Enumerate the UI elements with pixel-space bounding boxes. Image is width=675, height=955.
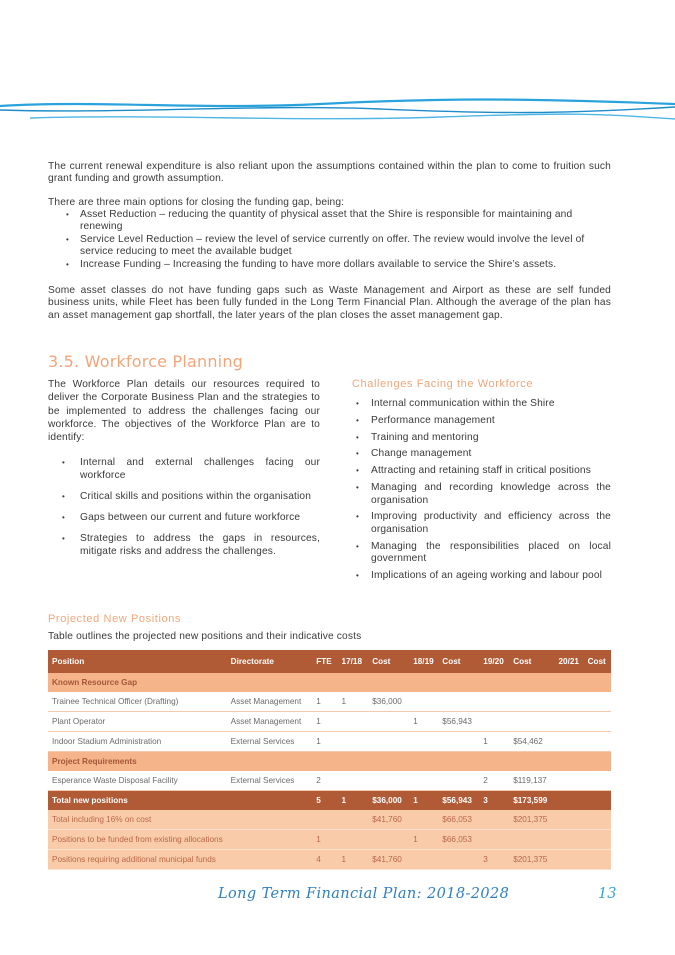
table-cell	[227, 850, 313, 870]
table-row	[48, 732, 611, 752]
table-cell	[409, 771, 438, 791]
table-cell: 3	[479, 791, 509, 811]
table-row	[48, 771, 611, 791]
positions-heading: Projected New Positions	[48, 613, 182, 625]
table-cell: 1	[338, 791, 369, 811]
table-cell	[479, 692, 509, 712]
table-cell	[438, 692, 479, 712]
challenges-list	[352, 398, 611, 587]
footer-title: Long Term Financial Plan: 2018-2028	[218, 886, 510, 902]
column-header: Directorate	[227, 650, 313, 673]
workforce-plan-paragraph: The Workforce Plan details our resources required to deliver the Corporate Business Plan and the strategies to be implemented to address the challenges facing our workforce. The objectives of the Workforce Plan are to identify:	[48, 379, 320, 444]
table-cell	[555, 850, 584, 870]
table-cell: 4	[312, 850, 337, 870]
table-cell	[555, 771, 584, 791]
list-item: • Managing and recording knowledge across the organisation	[352, 482, 611, 507]
list-item: • Internal and external challenges facing our workforce	[62, 456, 320, 482]
table-cell: $36,000	[368, 791, 409, 811]
challenges-heading: Challenges Facing the Workforce	[352, 378, 534, 390]
list-item: • Internal communication within the Shire	[352, 398, 611, 411]
table-cell: $119,137	[509, 771, 554, 791]
column-header: Cost	[509, 650, 554, 673]
column-header: Cost	[368, 650, 409, 673]
table-cell: 1	[312, 692, 337, 712]
table-row	[48, 810, 611, 830]
table-cell	[312, 810, 337, 830]
table-cell	[584, 810, 611, 830]
table-cell: Indoor Stadium Administration	[48, 732, 227, 752]
table-cell	[555, 732, 584, 752]
column-header: 19/20	[479, 650, 509, 673]
section-label: Known Resource Gap	[48, 673, 611, 692]
list-item: • Increase Funding – Increasing the funding to have more dollars available to service the Shire’s assets.	[62, 259, 611, 271]
table-cell	[368, 830, 409, 850]
objectives-list	[62, 456, 320, 566]
table-cell	[338, 810, 369, 830]
table-cell	[227, 810, 313, 830]
table-row	[48, 830, 611, 850]
table-cell: $173,599	[509, 791, 554, 811]
table-cell: 1	[409, 712, 438, 732]
table-cell	[584, 830, 611, 850]
table-cell: Positions to be funded from existing allocations	[48, 830, 227, 850]
list-item: • Gaps between our current and future workforce	[62, 511, 320, 524]
table-cell: Positions requiring additional municipal funds	[48, 850, 227, 870]
table-cell	[368, 771, 409, 791]
table-cell	[479, 830, 509, 850]
table-cell: 2	[479, 771, 509, 791]
table-cell	[409, 732, 438, 752]
table-cell: 3	[479, 850, 509, 870]
column-header: Cost	[584, 650, 611, 673]
table-cell: $66,053	[438, 810, 479, 830]
list-item: • Critical skills and positions within the organisation	[62, 490, 320, 503]
table-row	[48, 712, 611, 732]
table-cell	[584, 771, 611, 791]
table-cell	[584, 791, 611, 811]
list-item: • Performance management	[352, 415, 611, 428]
table-total-row	[48, 791, 611, 811]
table-cell: Total including 16% on cost	[48, 810, 227, 830]
section-label: Project Requirements	[48, 752, 611, 772]
table-cell	[338, 712, 369, 732]
table-cell: 5	[312, 791, 337, 811]
table-header-row	[48, 650, 611, 673]
table-cell	[555, 810, 584, 830]
table-cell	[409, 850, 438, 870]
column-header: 20/21	[555, 650, 584, 673]
table-cell: Trainee Technical Officer (Drafting)	[48, 692, 227, 712]
table-cell: $56,943	[438, 791, 479, 811]
column-header: 18/19	[409, 650, 438, 673]
table-cell	[438, 850, 479, 870]
section-heading: 3.5. Workforce Planning	[48, 352, 244, 371]
list-item: • Service Level Reduction – review the level of service currently on offer. The review would involve the level of service reducing to meet the available budget	[62, 234, 611, 259]
positions-table-intro: Table outlines the projected new positions and their indicative costs	[48, 631, 362, 642]
decorative-wave-divider	[0, 92, 675, 132]
table-cell: Asset Management	[227, 712, 313, 732]
table-cell: 1	[312, 712, 337, 732]
table-cell: 1	[312, 830, 337, 850]
table-cell	[227, 791, 313, 811]
list-item: • Implications of an ageing working and labour pool	[352, 570, 611, 583]
intro-paragraph-3: Some asset classes do not have funding gaps such as Waste Management and Airport as these are self funded business units, while Fleet has been fully funded in the Long Term Financial Plan. Although the average of the plan has an asset management gap shortfall, the later years of the plan closes the asset management gap.	[48, 285, 611, 321]
table-cell	[227, 830, 313, 850]
table-row	[48, 692, 611, 712]
table-cell: 1	[312, 732, 337, 752]
table-cell: 1	[409, 830, 438, 850]
table-cell	[555, 692, 584, 712]
positions-table	[48, 650, 611, 870]
table-cell: Esperance Waste Disposal Facility	[48, 771, 227, 791]
table-cell	[438, 771, 479, 791]
table-cell	[338, 732, 369, 752]
intro-paragraph-2: There are three main options for closing the funding gap, being:	[48, 197, 345, 208]
table-cell: Asset Management	[227, 692, 313, 712]
table-cell	[555, 712, 584, 732]
table-cell	[438, 732, 479, 752]
table-cell	[409, 692, 438, 712]
table-cell: 1	[338, 692, 369, 712]
table-cell	[584, 732, 611, 752]
table-cell	[338, 830, 369, 850]
list-item: • Training and mentoring	[352, 432, 611, 445]
table-cell: $54,462	[509, 732, 554, 752]
list-item: • Attracting and retaining staff in critical positions	[352, 465, 611, 478]
table-cell	[368, 712, 409, 732]
table-cell	[338, 771, 369, 791]
table-cell	[584, 692, 611, 712]
list-item: • Strategies to address the gaps in resources, mitigate risks and address the challenges.	[62, 532, 320, 558]
table-cell: 1	[479, 732, 509, 752]
intro-paragraph-1: The current renewal expenditure is also reliant upon the assumptions contained within the plan to come to fruition such grant funding and growth assumption.	[48, 161, 611, 185]
list-item: • Change management	[352, 448, 611, 461]
table-cell: $201,375	[509, 850, 554, 870]
table-cell: External Services	[227, 771, 313, 791]
table-row	[48, 850, 611, 870]
table-cell	[584, 850, 611, 870]
table-cell: 1	[338, 850, 369, 870]
column-header: Cost	[438, 650, 479, 673]
column-header: FTE	[312, 650, 337, 673]
table-cell	[368, 732, 409, 752]
table-cell	[479, 810, 509, 830]
table-cell: External Services	[227, 732, 313, 752]
table-cell	[555, 791, 584, 811]
table-cell: $66,053	[438, 830, 479, 850]
table-cell: 2	[312, 771, 337, 791]
funding-options-list	[62, 209, 611, 271]
table-cell	[509, 692, 554, 712]
table-cell: Total new positions	[48, 791, 227, 811]
table-cell: $201,375	[509, 810, 554, 830]
page-number: 13	[598, 886, 617, 902]
table-cell	[584, 712, 611, 732]
table-cell	[555, 830, 584, 850]
table-cell	[509, 830, 554, 850]
table-cell: $56,943	[438, 712, 479, 732]
table-cell: $41,760	[368, 850, 409, 870]
table-cell: $36,000	[368, 692, 409, 712]
list-item: • Improving productivity and efficiency across the organisation	[352, 511, 611, 536]
list-item: • Asset Reduction – reducing the quantity of physical asset that the Shire is responsible for maintaining and renewing	[62, 209, 611, 234]
table-cell: $41,760	[368, 810, 409, 830]
table-section-row	[48, 673, 611, 692]
table-cell	[509, 712, 554, 732]
table-cell	[479, 712, 509, 732]
table-cell: 1	[409, 791, 438, 811]
column-header: 17/18	[338, 650, 369, 673]
column-header: Position	[48, 650, 227, 673]
list-item: • Managing the responsibilities placed on local government	[352, 541, 611, 566]
table-cell	[409, 810, 438, 830]
table-section-row	[48, 752, 611, 772]
table-cell: Plant Operator	[48, 712, 227, 732]
